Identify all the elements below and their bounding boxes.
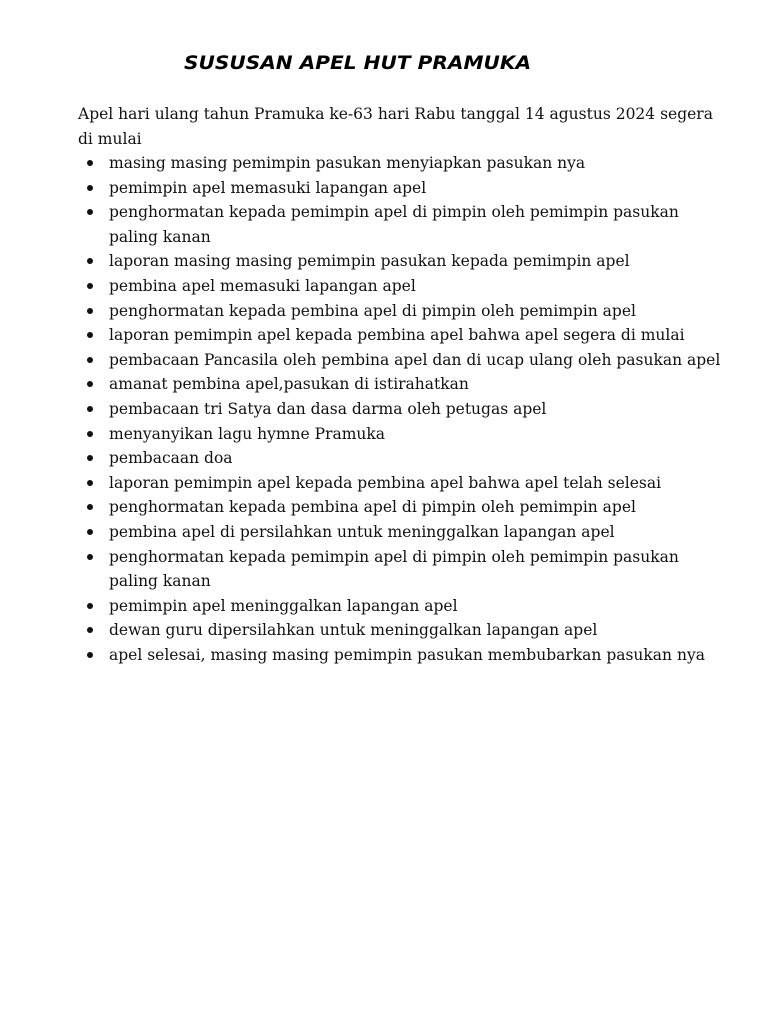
bullet-icon [87,332,93,338]
bullet-icon [87,627,93,633]
list-item [78,618,730,643]
bullet-icon [87,258,93,264]
bullet-icon [87,357,93,363]
list-item-text: pemimpin apel memasuki lapangan apel [109,178,427,197]
list-item-text: pembacaan tri Satya dan dasa darma oleh petugas apel [109,399,547,418]
bullet-icon [87,554,93,560]
list-item [78,274,730,299]
list-item-text: penghormatan kepada pemimpin apel di pimpin oleh pemimpin pasukan paling kanan [109,547,679,591]
list-item-text: pembacaan doa [109,449,233,468]
list-item-text: amanat pembina apel,pasukan di istirahatkan [109,375,469,394]
bullet-icon [87,283,93,289]
list-item [78,348,730,373]
bullet-icon [87,160,93,166]
bullet-icon [87,652,93,658]
bullet-icon [87,308,93,314]
list-item-text: penghormatan kepada pembina apel di pimpin oleh pemimpin apel [109,301,636,320]
list-item [78,446,730,471]
list-item-text: pembina apel di persilahkan untuk meninggalkan lapangan apel [109,522,615,541]
list-item [78,176,730,201]
bullet-icon [87,480,93,486]
list-item-text: masing masing pemimpin pasukan menyiapkan pasukan nya [109,154,586,172]
list-item-text: laporan pemimpin apel kepada pembina apel bahwa apel segera di mulai [109,326,685,345]
ceremony-steps-list [78,151,730,667]
bullet-icon [87,406,93,412]
list-item-text: apel selesai, masing masing pemimpin pasukan membubarkan pasukan nya [109,645,705,664]
list-item-text: laporan masing masing pemimpin pasukan kepada pemimpin apel [109,252,630,271]
list-item [78,299,730,324]
bullet-icon [87,381,93,387]
list-item-text: pembina apel memasuki lapangan apel [109,276,416,295]
intro-paragraph: Apel hari ulang tahun Pramuka ke-63 hari Rabu tanggal 14 agustus 2024 segera di mulai [78,105,713,148]
bullet-icon [87,504,93,510]
list-item [78,520,730,545]
list-item [78,471,730,496]
list-item-text: laporan pemimpin apel kepada pembina apel bahwa apel telah selesai [109,473,662,492]
list-item [78,323,730,348]
list-item [78,643,730,668]
list-item-text: dewan guru dipersilahkan untuk meninggalkan lapangan apel [109,621,598,640]
bullet-icon [87,431,93,437]
list-item [78,422,730,447]
list-item-text: penghormatan kepada pembina apel di pimpin oleh pemimpin apel [109,498,636,517]
bullet-icon [87,209,93,215]
bullet-icon [87,603,93,609]
document-title: SUSUSAN APEL HUT PRAMUKA [184,52,532,74]
list-item [78,495,730,520]
list-item-text: pemimpin apel meninggalkan lapangan apel [109,596,458,615]
bullet-icon [87,185,93,191]
list-item-text: pembacaan Pancasila oleh pembina apel dan di ucap ulang oleh pasukan apel [109,350,721,369]
list-item-text: menyanyikan lagu hymne Pramuka [109,424,386,443]
list-item-text: penghormatan kepada pemimpin apel di pimpin oleh pemimpin pasukan paling kanan [109,203,679,246]
list-item [78,249,730,274]
list-item [78,151,730,176]
list-item [78,372,730,397]
list-item [78,545,730,594]
list-item [78,397,730,422]
list-item [78,594,730,619]
bullet-icon [87,455,93,461]
list-item [78,200,730,249]
bullet-icon [87,529,93,535]
